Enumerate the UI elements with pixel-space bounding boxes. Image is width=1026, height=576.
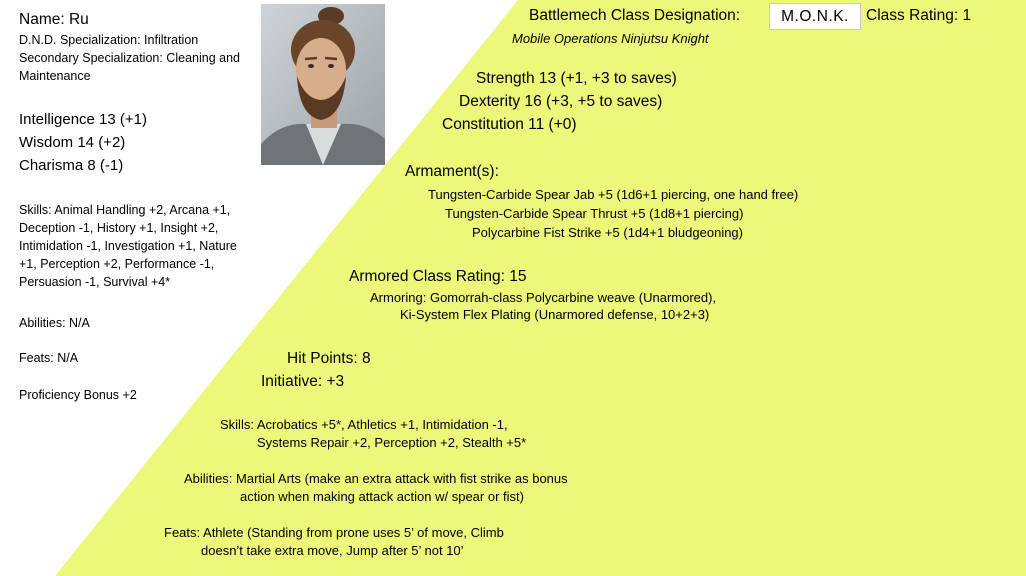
mech-abilities-line: Abilities: Martial Arts (make an extra attack with fist strike as bonus (184, 471, 568, 486)
hit-points: Hit Points: 8 (287, 350, 371, 367)
mech-skills-line: Skills: Acrobatics +5*, Athletics +1, Intimidation -1, (220, 417, 508, 432)
armament-item: Tungsten-Carbide Spear Thrust +5 (1d8+1 piercing) (445, 206, 744, 221)
mech-feats-line: doesn’t take extra move, Jump after 5’ not 10’ (201, 543, 464, 558)
mech-abilities-line: action when making attack action w/ spear or fist) (240, 489, 524, 504)
stat-intelligence: Intelligence 13 (+1) (19, 111, 147, 128)
character-name: Name: Ru (19, 11, 89, 28)
stat-constitution: Constitution 11 (+0) (442, 116, 577, 133)
armament-item: Tungsten-Carbide Spear Jab +5 (1d6+1 piercing, one hand free) (428, 187, 799, 202)
secondary-specialization-cont: Maintenance (19, 69, 91, 83)
portrait-photo-icon (261, 4, 385, 165)
armament-heading: Armament(s): (405, 163, 499, 180)
mech-feats-line: Feats: Athlete (Standing from prone uses 5’ of move, Climb (164, 525, 504, 540)
initiative: Initiative: +3 (261, 373, 345, 390)
stat-dexterity: Dexterity 16 (+3, +5 to saves) (459, 93, 663, 110)
armored-class-rating: Armored Class Rating: 15 (349, 268, 527, 285)
stat-charisma: Charisma 8 (-1) (19, 157, 124, 174)
designation-value: M.O.N.K. (769, 3, 861, 30)
stat-strength: Strength 13 (+1, +3 to saves) (476, 70, 677, 87)
skills-line: Persuasion -1, Survival +4* (19, 275, 171, 289)
skills-line: Skills: Animal Handling +2, Arcana +1, (19, 203, 231, 217)
dnd-specialization: D.N.D. Specialization: Infiltration (19, 33, 199, 47)
secondary-specialization: Secondary Specialization: Cleaning and (19, 51, 240, 65)
proficiency-bonus: Proficiency Bonus +2 (19, 388, 137, 402)
feats: Feats: N/A (19, 351, 79, 365)
mech-skills-line: Systems Repair +2, Perception +2, Stealth +5* (257, 435, 527, 450)
armoring-line: Ki-System Flex Plating (Unarmored defense, 10+2+3) (400, 307, 710, 322)
armament-item: Polycarbine Fist Strike +5 (1d4+1 bludgeoning) (472, 225, 743, 240)
stat-wisdom: Wisdom 14 (+2) (19, 134, 126, 151)
skills-line: Intimidation -1, Investigation +1, Nature (19, 239, 237, 253)
skills-line: +1, Perception +2, Performance -1, (19, 257, 215, 271)
designation-label: Battlemech Class Designation: (529, 7, 741, 24)
armoring-line: Armoring: Gomorrah-class Polycarbine weave (Unarmored), (370, 290, 717, 305)
class-rating: Class Rating: 1 (866, 7, 972, 24)
designation-full-name: Mobile Operations Ninjutsu Knight (512, 31, 709, 46)
abilities: Abilities: N/A (19, 316, 90, 330)
skills-line: Deception -1, History +1, Insight +2, (19, 221, 219, 235)
